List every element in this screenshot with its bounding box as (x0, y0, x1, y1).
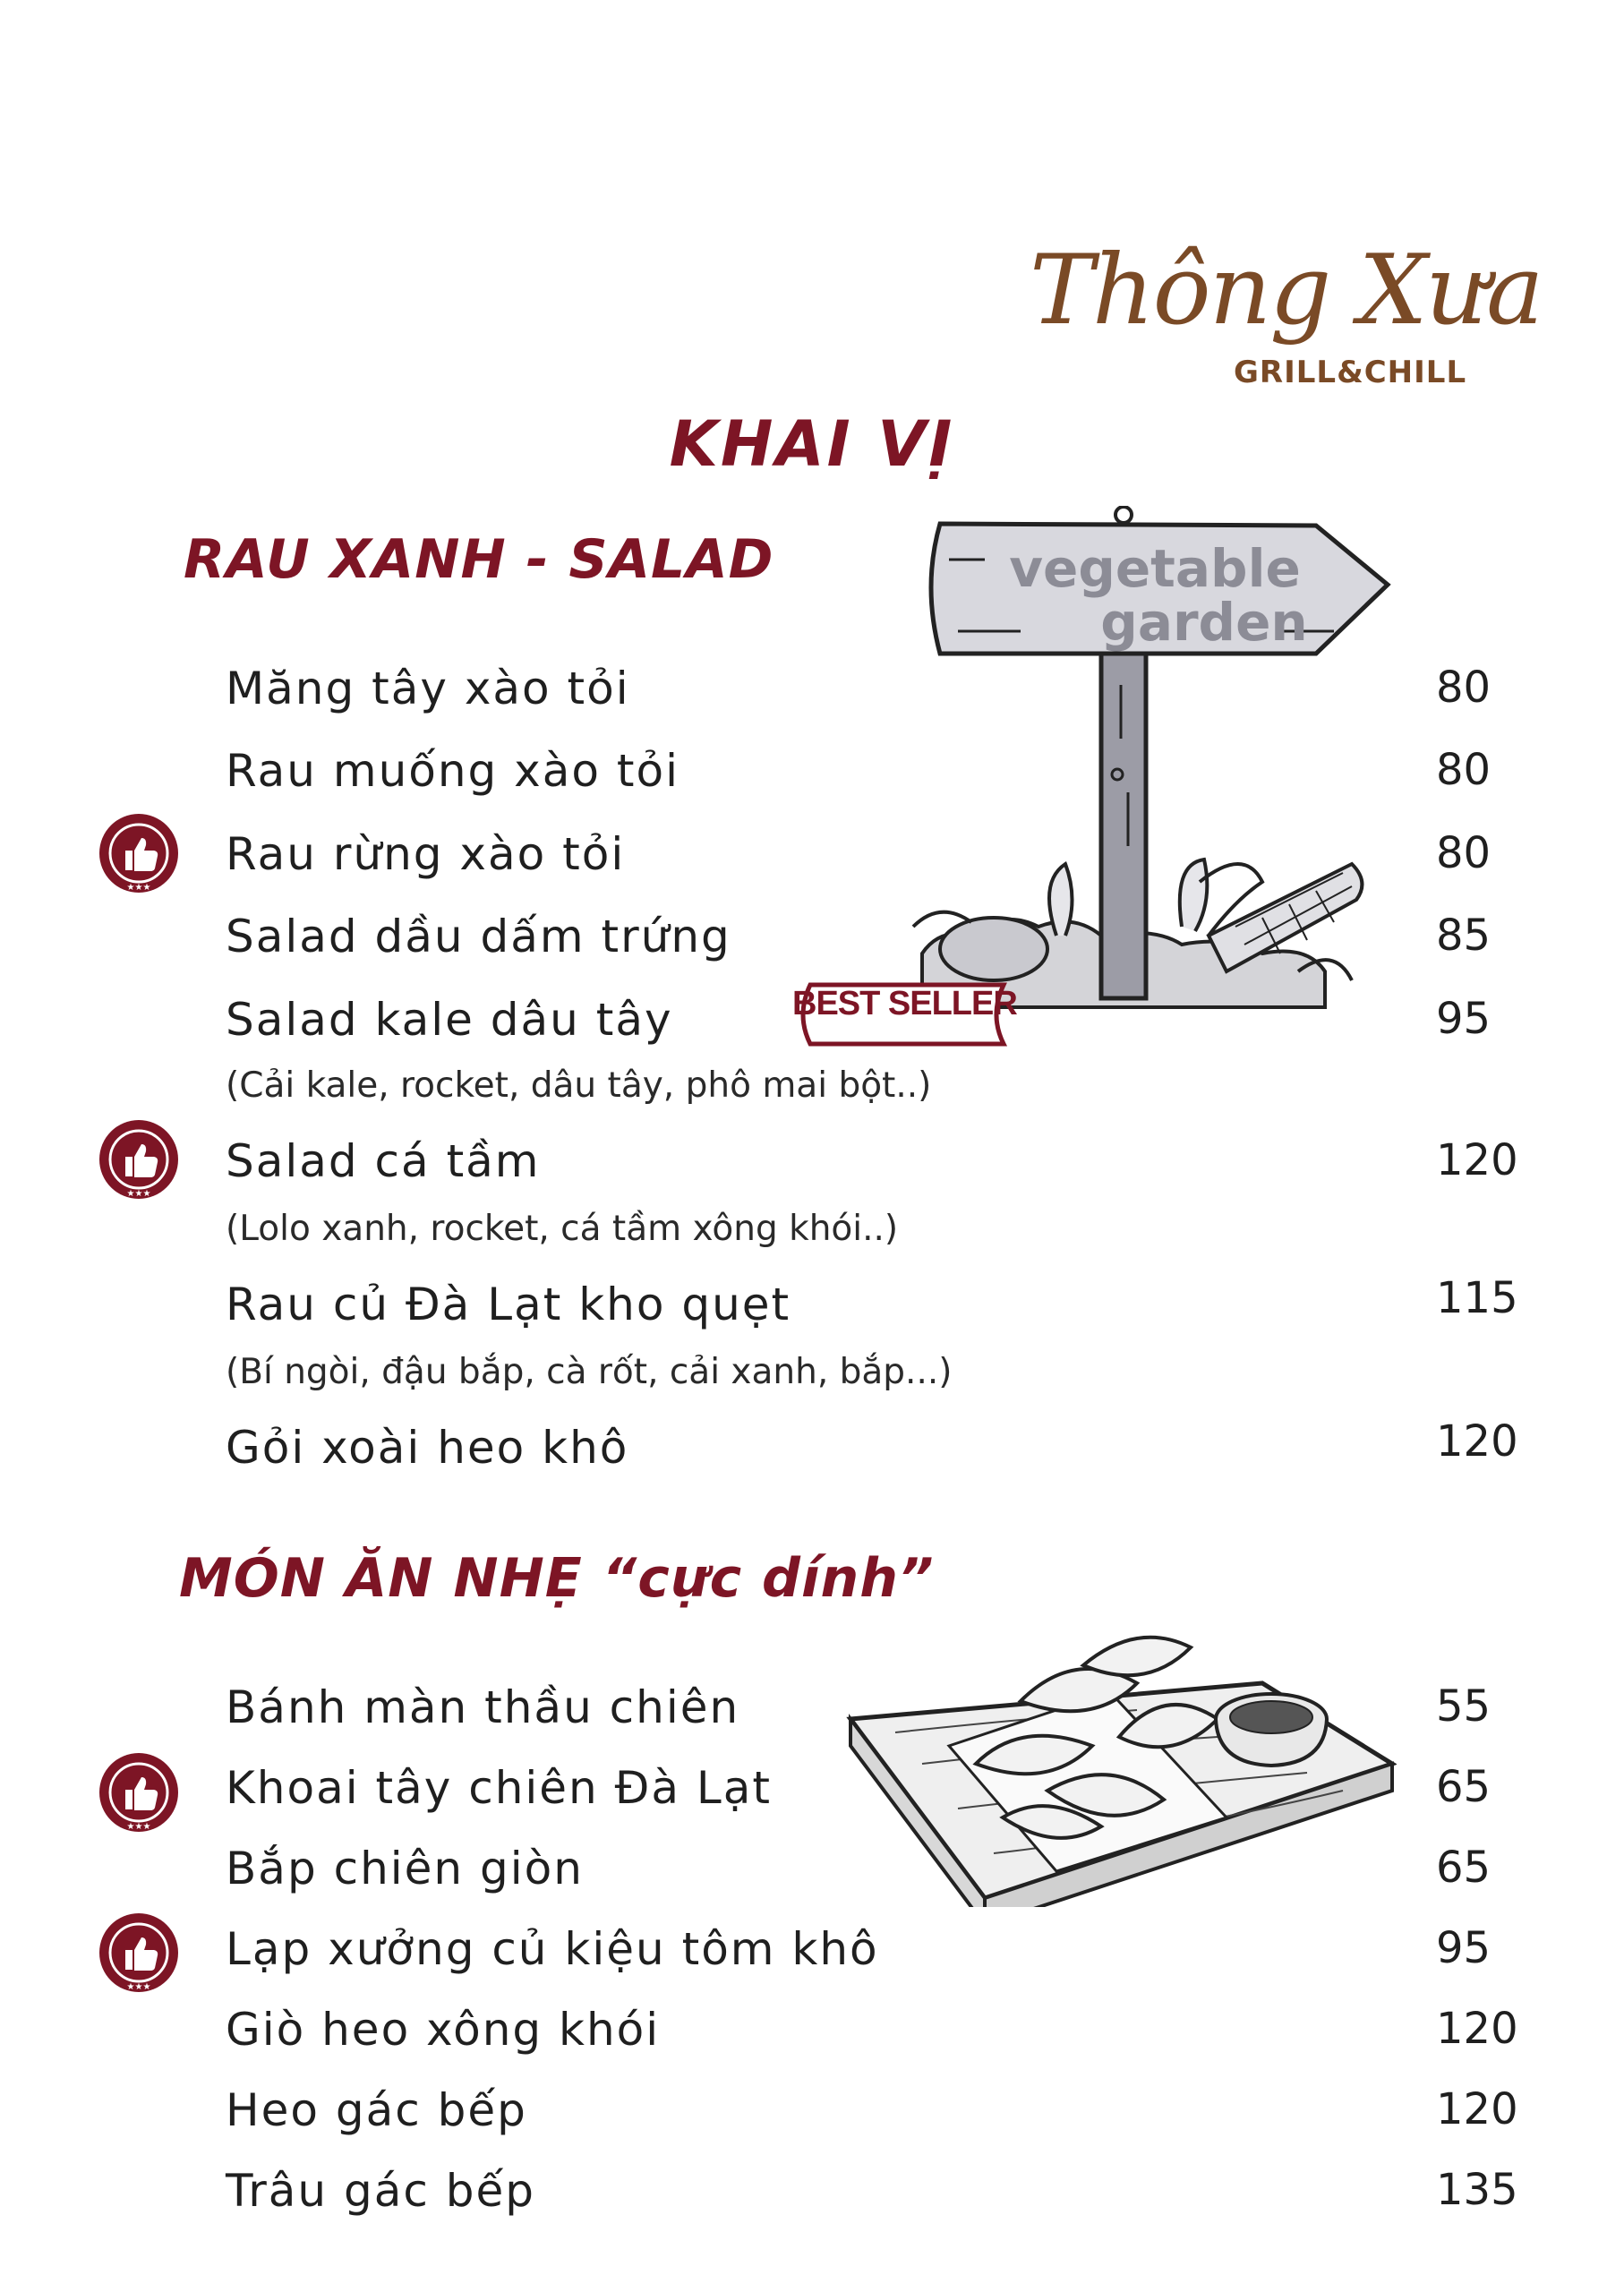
menu-item-name: Khoai tây chiên Đà Lạt (226, 1762, 773, 1814)
section-heading-snacks: MÓN ĂN NHẸ “cực dính” (179, 1547, 935, 1610)
menu-item-price: 80 (1436, 663, 1492, 713)
menu-item-price: 55 (1436, 1681, 1492, 1732)
svg-text:★★★: ★★★ (126, 883, 151, 893)
svg-text:★★★: ★★★ (126, 1189, 151, 1199)
brand-logo-script: Thông Xưa (1030, 235, 1543, 346)
menu-item-name: Giò heo xông khói (226, 2004, 661, 2056)
menu-item-price: 80 (1436, 828, 1492, 878)
menu-item-name: Salad kale dâu tây (226, 994, 673, 1046)
best-seller-label: BEST SELLER (792, 985, 1017, 1022)
sign-text-line2: garden (1100, 592, 1308, 653)
menu-item-name: Măng tây xào tỏi (226, 663, 630, 714)
menu-item-price: 120 (1436, 1416, 1518, 1467)
menu-item-price: 95 (1436, 1923, 1492, 1973)
thumbs-up-badge-icon (97, 811, 181, 895)
menu-item-price: 115 (1436, 1273, 1518, 1323)
menu-item-name: Rau rừng xào tỏi (226, 828, 626, 880)
potato-wedges-board-illustration (842, 1612, 1397, 1907)
page-title: KHAI VỊ (669, 407, 955, 481)
brand-logo-subtitle: GRILL&CHILL (1234, 355, 1467, 390)
thumbs-up-badge-icon (97, 1911, 181, 1995)
menu-item-price: 120 (1436, 1135, 1518, 1185)
menu-item-name: Heo gác bếp (226, 2084, 527, 2136)
thumbs-up-badge-icon (97, 1117, 181, 1202)
menu-item-price: 65 (1436, 1762, 1492, 1812)
menu-item-name: Salad dầu dấm trứng (226, 911, 731, 962)
menu-item-note: (Bí ngòi, đậu bắp, cà rốt, cải xanh, bắp...) (226, 1352, 953, 1392)
sign-text-line1: vegetable (1009, 538, 1301, 599)
menu-item-name: Bánh màn thầu chiên (226, 1681, 740, 1733)
menu-item-name: Trâu gác bếp (226, 2165, 535, 2217)
menu-item-price: 65 (1436, 1843, 1492, 1893)
menu-item-price: 135 (1436, 2165, 1518, 2215)
menu-item-name: Bắp chiên giòn (226, 1843, 584, 1894)
menu-item-name: Gỏi xoài heo khô (226, 1422, 629, 1474)
menu-item-name: Salad cá tầm (226, 1135, 541, 1187)
thumbs-up-badge-icon (97, 1750, 181, 1834)
menu-item-name: Rau củ Đà Lạt kho quẹt (226, 1279, 791, 1330)
menu-item-price: 95 (1436, 994, 1492, 1044)
menu-item-price: 80 (1436, 745, 1492, 795)
menu-item-note: (Lolo xanh, rocket, cá tầm xông khói..) (226, 1209, 899, 1249)
section-heading-salad: RAU XANH - SALAD (184, 528, 774, 591)
svg-text:★★★: ★★★ (126, 1822, 151, 1832)
menu-item-price: 85 (1436, 911, 1492, 961)
menu-item-note: (Cải kale, rocket, dâu tây, phô mai bột..) (226, 1065, 932, 1106)
menu-item-name: Lạp xưởng củ kiệu tôm khô (226, 1923, 879, 1975)
menu-item-price: 120 (1436, 2004, 1518, 2054)
menu-item-price: 120 (1436, 2084, 1518, 2134)
svg-text:★★★: ★★★ (126, 1982, 151, 1992)
menu-item-name: Rau muống xào tỏi (226, 745, 680, 797)
